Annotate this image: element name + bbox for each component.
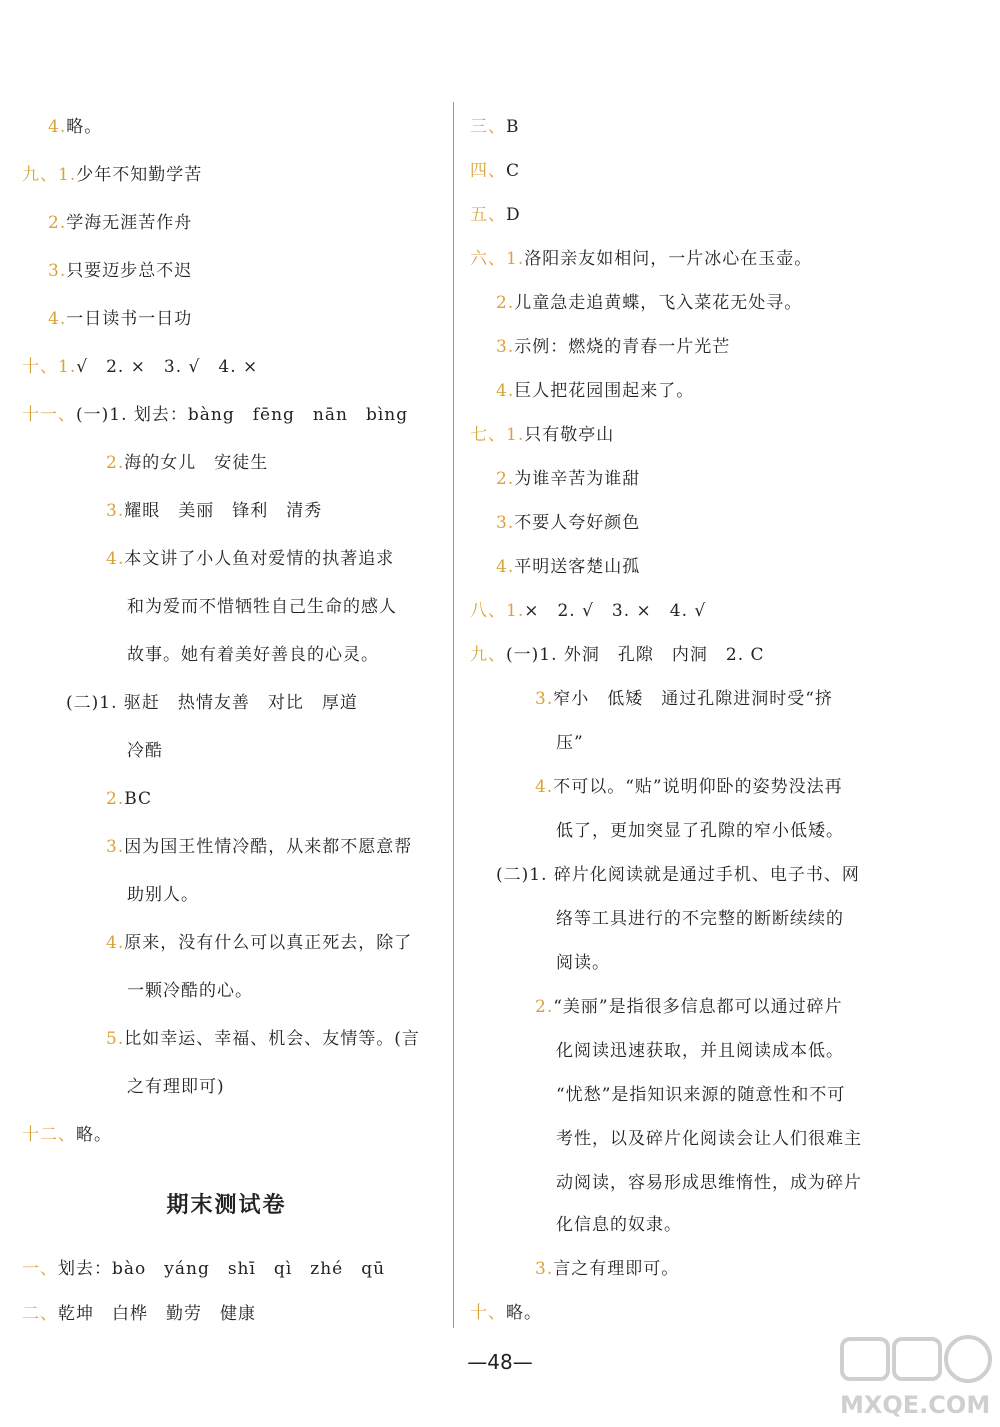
item-text: 少年不知勤学苦 — [76, 165, 203, 185]
answer-line — [48, 260, 192, 282]
item-text: 一颗冷酷的心。 — [127, 981, 253, 1001]
answer-line — [470, 424, 614, 446]
item-number: 九、 — [470, 645, 506, 665]
item-number: 一、 — [22, 1259, 58, 1279]
answer-line — [556, 732, 584, 754]
item-number: 十、1. — [22, 357, 77, 377]
answer-line — [470, 1302, 542, 1324]
item-number: 4. — [106, 549, 125, 569]
answer-line — [106, 548, 394, 570]
item-text: (一)1. 外洞 孔隙 内洞 2. C — [506, 645, 765, 665]
item-text: 学海无涯苦作舟 — [66, 213, 193, 233]
answer-line — [470, 248, 812, 270]
answer-line — [470, 160, 520, 182]
item-text: 为谁辛苦为谁甜 — [514, 469, 641, 489]
item-number: 2. — [48, 213, 67, 233]
item-text: 助别人。 — [127, 885, 199, 905]
item-text: 海的女儿 安徒生 — [124, 453, 269, 473]
answer-line — [106, 452, 268, 474]
answer-line — [470, 600, 706, 622]
item-number: 九、1. — [22, 165, 77, 185]
item-text: 巨人把花园围起来了。 — [514, 381, 695, 401]
item-number: 十一、 — [22, 405, 76, 425]
item-number: 4. — [496, 557, 515, 577]
item-text: 一日读书一日功 — [66, 309, 193, 329]
answer-line — [556, 1128, 862, 1150]
item-number: 四、 — [470, 161, 506, 181]
page-number: —48— — [467, 1350, 533, 1374]
watermark-logo-graphic — [838, 1333, 998, 1423]
item-text: “美丽”是指很多信息都可以通过碎片 — [553, 997, 843, 1017]
item-text: 略。 — [66, 117, 103, 137]
item-number: 3. — [106, 837, 125, 857]
item-text: 示例：燃烧的青春一片光芒 — [514, 337, 731, 357]
answer-line — [127, 596, 397, 618]
answer-line — [496, 864, 860, 886]
item-text: (二)1. 碎片化阅读就是通过手机、电子书、网 — [496, 865, 860, 885]
item-text: 冷酷 — [127, 741, 163, 761]
item-text: × 2. √ 3. × 4. √ — [524, 601, 707, 621]
answer-line — [127, 884, 199, 906]
answer-line — [127, 740, 163, 762]
answer-line — [22, 1124, 112, 1146]
answer-line — [556, 1172, 862, 1194]
item-number: 七、1. — [470, 425, 525, 445]
item-number: 二、 — [22, 1304, 58, 1324]
answer-line — [535, 688, 833, 710]
item-text: 因为国王性情冷酷，从来都不愿意帮 — [124, 837, 413, 857]
item-text: 化信息的奴隶。 — [556, 1215, 682, 1235]
item-number: 5. — [106, 1029, 125, 1049]
item-text: 只要迈步总不迟 — [66, 261, 193, 281]
item-text: 只有敬亭山 — [524, 425, 615, 445]
answer-line — [496, 336, 730, 358]
answer-line — [496, 556, 640, 578]
item-number: 五、 — [470, 205, 506, 225]
item-number: 4. — [48, 309, 67, 329]
answer-line — [127, 980, 253, 1002]
item-text: 化阅读迅速获取，并且阅读成本低。 — [556, 1041, 844, 1061]
answer-line — [556, 908, 844, 930]
answer-line — [535, 1258, 679, 1280]
item-text: D — [506, 205, 521, 225]
answer-line — [106, 788, 152, 810]
item-text: 和为爱而不惜牺牲自己生命的感人 — [127, 597, 397, 617]
item-text: 本文讲了小人鱼对爱情的执著追求 — [124, 549, 395, 569]
item-number: 3. — [535, 689, 554, 709]
answer-line — [535, 996, 843, 1018]
answer-line — [22, 356, 258, 378]
answer-line — [48, 308, 192, 330]
answer-line — [535, 776, 843, 798]
item-text: 儿童急走追黄蝶，飞入菜花无处寻。 — [514, 293, 803, 313]
item-text: 考性，以及碎片化阅读会让人们很难主 — [556, 1129, 862, 1149]
item-number: 2. — [106, 453, 125, 473]
answer-line — [106, 932, 412, 954]
item-text: 压” — [556, 733, 584, 753]
answer-line — [556, 1040, 844, 1062]
item-number: 2. — [496, 293, 515, 313]
item-text: 略。 — [76, 1125, 112, 1145]
item-number: 3. — [106, 501, 125, 521]
answer-line — [106, 836, 412, 858]
item-number: 六、1. — [470, 249, 525, 269]
item-number: 4. — [535, 777, 554, 797]
item-text: √ 2. × 3. √ 4. × — [76, 357, 259, 377]
item-text: 原来，没有什么可以真正死去，除了 — [124, 933, 413, 953]
answer-line — [106, 500, 322, 522]
item-text: 动阅读，容易形成思维惰性，成为碎片 — [556, 1173, 862, 1193]
item-text: 故事。她有着美好善良的心灵。 — [127, 645, 379, 665]
item-number: 十二、 — [22, 1125, 76, 1145]
item-text: (一)1. 划去：bàng fēng nān bìng — [76, 405, 409, 425]
item-text: 窄小 低矮 通过孔隙进洞时受“挤 — [553, 689, 833, 709]
answer-line — [106, 1028, 420, 1050]
answer-line — [556, 820, 844, 842]
item-text: 不要人夸好颜色 — [514, 513, 641, 533]
item-number: 八、1. — [470, 601, 525, 621]
answer-line — [22, 1303, 256, 1325]
answer-line — [496, 292, 802, 314]
answer-line — [496, 468, 640, 490]
item-text: 络等工具进行的不完整的断断续续的 — [556, 909, 844, 929]
answer-line — [22, 164, 202, 186]
item-text: 之有理即可) — [127, 1077, 225, 1097]
answer-line — [22, 404, 408, 426]
answer-line — [470, 204, 521, 226]
watermark-logo — [838, 1333, 998, 1423]
answer-line — [48, 116, 102, 138]
item-number: 3. — [496, 513, 515, 533]
item-number: 三、 — [470, 117, 506, 137]
answer-line — [22, 1258, 385, 1280]
item-text: 耀眼 美丽 锋利 清秀 — [124, 501, 323, 521]
answer-line — [127, 1076, 225, 1098]
answer-line — [556, 952, 610, 974]
item-text: C — [506, 161, 521, 181]
answer-line — [470, 644, 765, 666]
item-number: 2. — [106, 789, 125, 809]
item-number: 4. — [48, 117, 67, 137]
item-number: 2. — [535, 997, 554, 1017]
answer-line — [496, 380, 694, 402]
item-text: 阅读。 — [556, 953, 610, 973]
item-text: 言之有理即可。 — [553, 1259, 680, 1279]
item-text: BC — [124, 789, 153, 809]
answer-line — [556, 1084, 845, 1106]
answer-line — [48, 212, 192, 234]
item-text: (二)1. 驱赶 热情友善 对比 厚道 — [66, 693, 358, 713]
item-text: 略。 — [506, 1303, 542, 1323]
answer-line — [556, 1214, 682, 1236]
item-number: 3. — [48, 261, 67, 281]
item-number: 3. — [496, 337, 515, 357]
item-text: “忧愁”是指知识来源的随意性和不可 — [556, 1085, 846, 1105]
item-text: 划去：bào yáng shī qì zhé qū — [58, 1259, 386, 1279]
item-number: 十、 — [470, 1303, 506, 1323]
item-text: 洛阳亲友如相问，一片冰心在玉壶。 — [524, 249, 813, 269]
item-number: 4. — [496, 381, 515, 401]
item-text: 比如幸运、幸福、机会、友情等。(言 — [124, 1029, 420, 1049]
answer-line — [66, 692, 358, 714]
item-text: 乾坤 白桦 勤劳 健康 — [58, 1304, 256, 1324]
answer-line — [127, 644, 379, 666]
item-text: 平明送客楚山孤 — [514, 557, 641, 577]
item-number: 3. — [535, 1259, 554, 1279]
item-text: 不可以。“贴”说明仰卧的姿势没法再 — [553, 777, 843, 797]
watermark-text: MXQE.COM — [840, 1391, 991, 1419]
section-title: 期末测试卷 — [166, 1193, 287, 1218]
column-divider — [453, 102, 454, 1328]
item-text: B — [506, 117, 520, 137]
item-number: 2. — [496, 469, 515, 489]
answer-line — [496, 512, 640, 534]
item-text: 低了，更加突显了孔隙的窄小低矮。 — [556, 821, 844, 841]
answer-line — [470, 116, 520, 138]
item-number: 4. — [106, 933, 125, 953]
